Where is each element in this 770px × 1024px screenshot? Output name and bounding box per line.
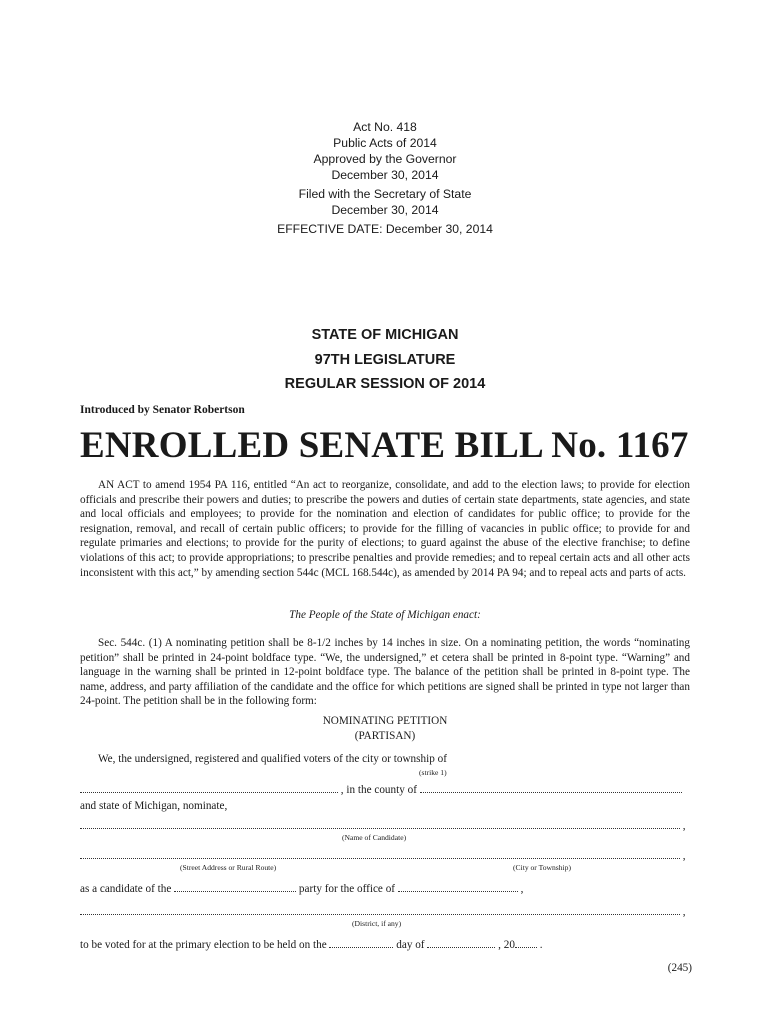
city-label: (City or Township) xyxy=(513,863,571,872)
effective-date: EFFECTIVE DATE: December 30, 2014 xyxy=(277,222,493,236)
approved-date: December 30, 2014 xyxy=(331,168,439,182)
filed-date: December 30, 2014 xyxy=(331,203,439,217)
public-acts: Public Acts of 2014 xyxy=(333,136,437,150)
day-blank[interactable] xyxy=(329,938,393,948)
name-comma: , xyxy=(682,820,686,832)
state-heading xyxy=(0,323,770,397)
name-label: (Name of Candidate) xyxy=(342,833,407,842)
strike-label: (strike 1) xyxy=(419,768,447,777)
bill-title: ENROLLED SENATE BILL No. 1167 xyxy=(80,425,689,466)
act-header xyxy=(0,119,770,237)
session: REGULAR SESSION OF 2014 xyxy=(284,376,486,392)
district-label: (District, if any) xyxy=(352,919,402,928)
enact-clause: The People of the State of Michigan enact: xyxy=(289,609,481,621)
voted-prefix: to be voted for at the primary election to be held on the xyxy=(80,939,327,951)
district-line xyxy=(80,905,692,918)
we-undersigned-line: We, the undersigned, registered and qualified voters of the city or township of xyxy=(98,753,447,765)
district-comma: , xyxy=(682,906,686,918)
party-blank[interactable] xyxy=(174,882,296,892)
candidate-name-blank[interactable] xyxy=(80,819,680,829)
party-text: party for the office of xyxy=(298,883,396,895)
state-line: and state of Michigan, nominate, xyxy=(80,800,228,812)
year-prefix: , 20 xyxy=(498,939,515,951)
final-period: . xyxy=(539,939,543,951)
candidate-prefix: as a candidate of the xyxy=(80,883,172,895)
page-number: (245) xyxy=(667,962,692,974)
party-comma: , xyxy=(520,883,524,895)
act-paragraph: AN ACT to amend 1954 PA 116, entitled “An act to reorganize, consolidate, and add to the election laws; to provide for election officials and prescribe their powers and duties; to prescribe the powers and duties of certain state departments, state agencies, and state and local officials and employees; to provide for the nomination and election of candidates for public office; to provide for the resignation, removal, and recall of certain public officers; to provide for the filling of vacancies in public office; to provide for and regulate primaries and elections; to provide for the purity of elections; to guard against the abuse of the elective franchise; to define violations of this act; to provide appropriations; to prescribe penalties and provide remedies; and to repeal certain acts and all other acts inconsistent with this act,” by amending section 544c (MCL 168.544c), as amended by 2014 PA 94; and to repeal acts and parts of acts. xyxy=(80,479,690,579)
introduced-by: Introduced by Senator Robertson xyxy=(80,404,245,416)
address-line xyxy=(80,849,692,862)
day-of-text: day of xyxy=(396,939,425,951)
form-title: NOMINATING PETITION xyxy=(322,715,448,727)
street-label: (Street Address or Rural Route) xyxy=(180,863,277,872)
office-blank[interactable] xyxy=(398,882,518,892)
city-blank[interactable] xyxy=(80,783,338,793)
address-blank[interactable] xyxy=(80,849,680,859)
state-name: STATE OF MICHIGAN xyxy=(311,327,459,343)
act-number: Act No. 418 xyxy=(353,120,417,134)
section-paragraph: Sec. 544c. (1) A nominating petition shall be 8-1/2 inches by 14 inches in size. On a nominating petition, the words “nominating petition” shall be printed in 24-point boldface type. “We, the undersigned,” et cetera shall be printed in 8-point type. “Warning” and language in the warning shall be printed in 12-point boldface type. The balance of the petition shall be printed in 8-point type. The name, address, and party affiliation of the candidate and the office for which petitions are signed shall be printed in type not larger than 24-point. The petition shall be in the following form: xyxy=(80,637,690,708)
district-blank[interactable] xyxy=(80,905,680,915)
year-blank[interactable] xyxy=(515,938,537,948)
month-blank[interactable] xyxy=(427,938,495,948)
filed-with: Filed with the Secretary of State xyxy=(298,187,472,201)
county-text: , in the county of xyxy=(340,784,417,796)
party-line xyxy=(80,882,692,895)
form-subtitle: (PARTISAN) xyxy=(354,730,416,742)
legislature: 97TH LEGISLATURE xyxy=(314,351,456,368)
county-blank[interactable] xyxy=(420,783,682,793)
approved-by: Approved by the Governor xyxy=(313,152,457,166)
county-line xyxy=(80,783,692,796)
address-comma: , xyxy=(682,850,686,862)
candidate-name-line xyxy=(80,819,692,832)
election-date-line xyxy=(80,938,692,951)
